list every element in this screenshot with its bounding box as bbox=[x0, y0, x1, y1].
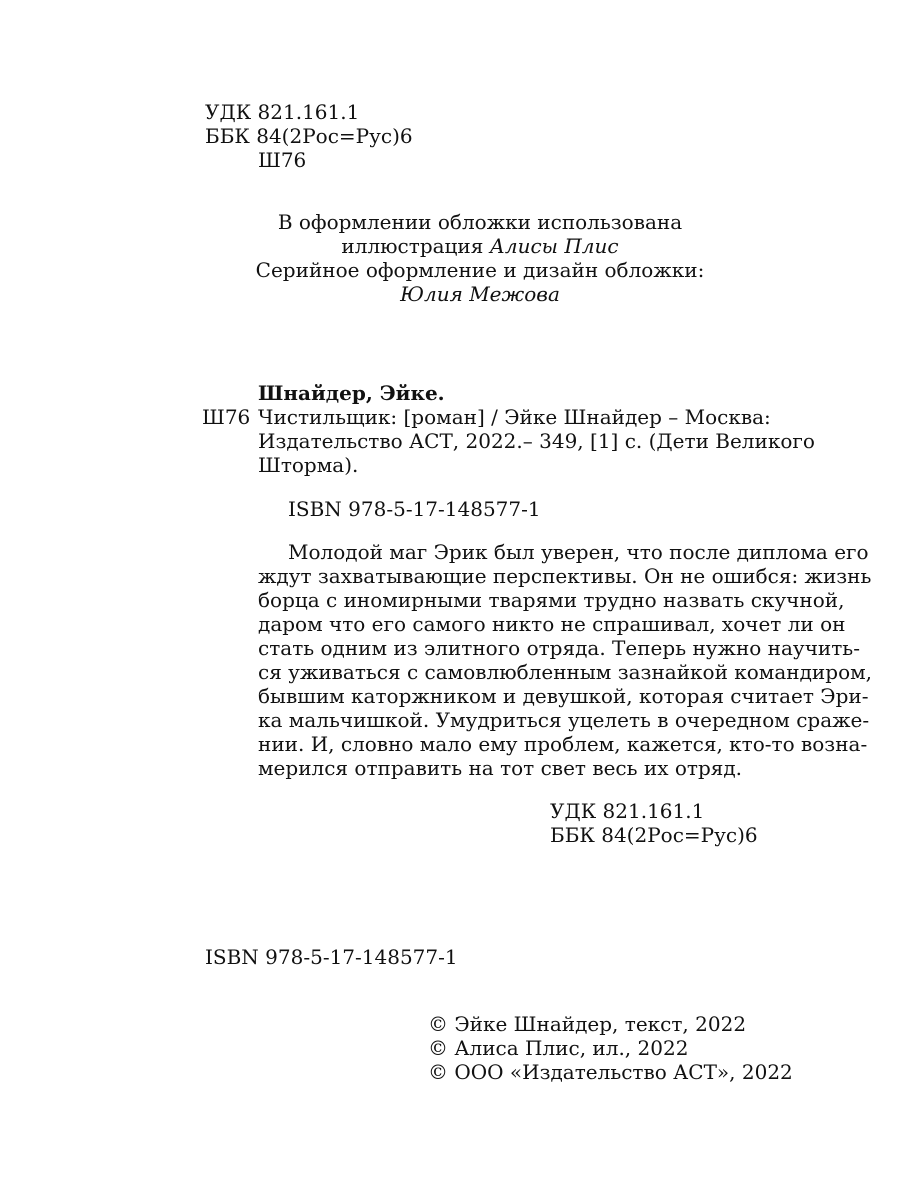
annotation-udk: УДК 821.161.1 bbox=[550, 799, 705, 823]
copyright-line: © ООО «Издательство АСТ», 2022 bbox=[428, 1060, 793, 1084]
credits-illustration-label: иллюстрация bbox=[341, 234, 490, 258]
annotation-line: Молодой маг Эрик был уверен, что после диплома его bbox=[288, 540, 869, 564]
footer-isbn: ISBN 978-5-17-148577-1 bbox=[205, 945, 458, 969]
annotation-line: ся уживаться с самовлюбленным зазнайкой командиром, bbox=[258, 660, 873, 684]
udk-code: УДК 821.161.1 bbox=[205, 100, 360, 124]
credits-line-2 bbox=[230, 234, 730, 258]
copyright-line: © Алиса Плис, ил., 2022 bbox=[428, 1036, 689, 1060]
catalog-line: Издательство АСТ, 2022.– 349, [1] с. (Дети Великого bbox=[258, 429, 815, 453]
annotation-line: бывшим каторжником и девушкой, которая считает Эри- bbox=[258, 684, 869, 708]
credits-designer-name: Юлия Межова bbox=[400, 282, 560, 306]
catalog-line: Шторма). bbox=[258, 453, 359, 477]
credits-line-3: Серийное оформление и дизайн обложки: bbox=[255, 258, 705, 282]
annotation-line: ждут захватывающие перспективы. Он не ошибся: жизнь bbox=[258, 564, 872, 588]
bbk-code: ББК 84(2Рос=Рус)6 bbox=[205, 124, 413, 148]
catalog-author-mark: Ш76 bbox=[202, 405, 251, 429]
author-mark: Ш76 bbox=[258, 148, 307, 172]
annotation-line: борца с иномирными тварями трудно назвать скучной, bbox=[258, 588, 845, 612]
annotation-line: стать одним из элитного отряда. Теперь нужно научить- bbox=[258, 636, 860, 660]
catalog-isbn: ISBN 978-5-17-148577-1 bbox=[288, 497, 541, 521]
annotation-line: нии. И, словно мало ему проблем, кажется, кто-то возна- bbox=[258, 732, 868, 756]
copyright-line: © Эйке Шнайдер, текст, 2022 bbox=[428, 1012, 747, 1036]
catalog-line: Чистильщик: [роман] / Эйке Шнайдер – Москва: bbox=[258, 405, 771, 429]
annotation-bbk: ББК 84(2Рос=Рус)6 bbox=[550, 823, 758, 847]
annotation-line: даром что его самого никто не спрашивал, хочет ли он bbox=[258, 612, 846, 636]
credits-illustrator-name: Алисы Плис bbox=[489, 234, 619, 258]
annotation-line: ка мальчишкой. Умудриться уцелеть в очередном сраже- bbox=[258, 708, 870, 732]
catalog-author-heading: Шнайдер, Эйке. bbox=[258, 381, 445, 405]
credits-line-1: В оформлении обложки использована bbox=[277, 210, 683, 234]
annotation-line: мерился отправить на тот свет весь их отряд. bbox=[258, 756, 743, 780]
